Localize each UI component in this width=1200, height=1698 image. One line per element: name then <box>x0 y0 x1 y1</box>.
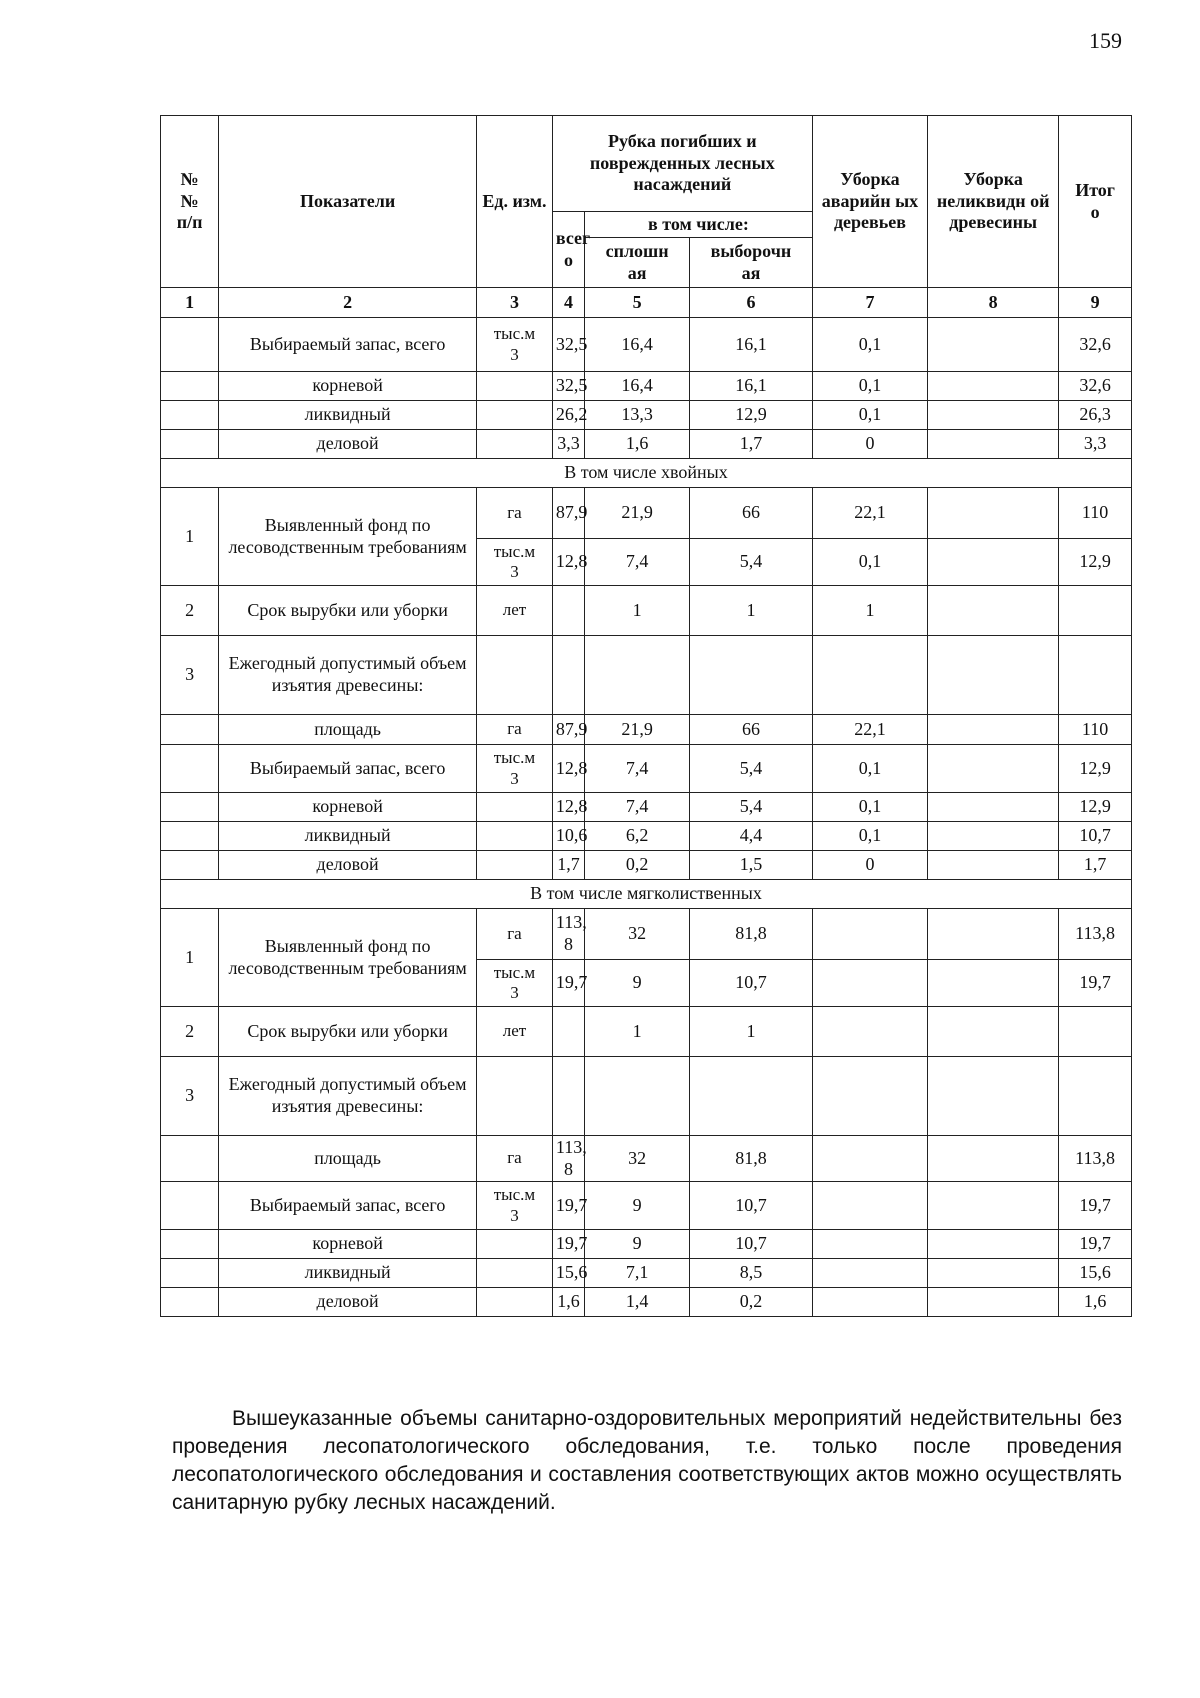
header-emergency: Уборка аварийн ых деревьев <box>812 116 927 288</box>
section-title: В том числе хвойных <box>161 459 1132 488</box>
indicator-label: корневой <box>219 372 477 401</box>
value-cell <box>585 1057 690 1136</box>
indicator-label: ликвидный <box>219 1259 477 1288</box>
value-cell: 3,3 <box>552 430 584 459</box>
indicator-label: Выбираемый запас, всего <box>219 745 477 793</box>
value-cell <box>928 636 1059 715</box>
unit-cell: тыс.м 3 <box>477 318 553 372</box>
value-cell: 113,8 <box>1059 909 1132 960</box>
value-cell <box>928 793 1059 822</box>
value-cell: 15,6 <box>1059 1259 1132 1288</box>
value-cell <box>812 1288 927 1317</box>
value-cell: 3,3 <box>1059 430 1132 459</box>
value-cell: 16,1 <box>690 372 813 401</box>
row-number <box>161 401 219 430</box>
header-result: Итог о <box>1059 116 1132 288</box>
value-cell: 81,8 <box>690 1136 813 1182</box>
unit-cell <box>477 636 553 715</box>
table-row <box>161 430 1132 459</box>
value-cell: 22,1 <box>812 715 927 745</box>
unit-cell: тыс.м 3 <box>477 960 553 1007</box>
value-cell <box>585 636 690 715</box>
table-row <box>161 636 1132 715</box>
value-cell: 1,5 <box>690 851 813 880</box>
value-cell <box>928 1136 1059 1182</box>
value-cell: 5,4 <box>690 539 813 586</box>
value-cell: 26,3 <box>1059 401 1132 430</box>
indicator-label: корневой <box>219 793 477 822</box>
value-cell: 113, 8 <box>552 1136 584 1182</box>
value-cell <box>812 909 927 960</box>
table-row <box>161 851 1132 880</box>
indicator-label: Выбираемый запас, всего <box>219 318 477 372</box>
row-number: 1 <box>161 488 219 586</box>
value-cell <box>928 909 1059 960</box>
value-cell <box>552 636 584 715</box>
value-cell: 0,1 <box>812 318 927 372</box>
col-number: 2 <box>219 288 477 318</box>
value-cell: 19,7 <box>552 1182 584 1230</box>
header-illiquid: Уборка неликвидн ой древесины <box>928 116 1059 288</box>
unit-cell: га <box>477 1136 553 1182</box>
row-number: 2 <box>161 586 219 636</box>
col-number: 7 <box>812 288 927 318</box>
note-text: Вышеуказанные объемы санитарно-оздоровительных мероприятий недействительны без проведения лесопатологического обследования, т.е. только после проведения лесопатологического обследования и составления соответствующих актов можно осуществлять санитарную рубку лесных насаждений. <box>172 1407 1122 1514</box>
value-cell: 1,6 <box>552 1288 584 1317</box>
indicator-label: площадь <box>219 1136 477 1182</box>
table-row <box>161 793 1132 822</box>
value-cell: 5,4 <box>690 793 813 822</box>
value-cell <box>812 960 927 1007</box>
table-row <box>161 1182 1132 1230</box>
row-number: 2 <box>161 1007 219 1057</box>
value-cell <box>552 1007 584 1057</box>
value-cell <box>928 745 1059 793</box>
value-cell: 5,4 <box>690 745 813 793</box>
value-cell <box>812 1057 927 1136</box>
value-cell: 113,8 <box>1059 1136 1132 1182</box>
table-row <box>161 459 1132 488</box>
value-cell: 1,4 <box>585 1288 690 1317</box>
value-cell: 1,7 <box>690 430 813 459</box>
row-number <box>161 372 219 401</box>
unit-cell: тыс.м 3 <box>477 745 553 793</box>
value-cell: 15,6 <box>552 1259 584 1288</box>
value-cell: 19,7 <box>1059 1230 1132 1259</box>
value-cell: 7,4 <box>585 539 690 586</box>
unit-cell <box>477 1288 553 1317</box>
value-cell <box>928 401 1059 430</box>
unit-cell <box>477 1259 553 1288</box>
page-number: 159 <box>1089 28 1122 53</box>
value-cell <box>690 1057 813 1136</box>
value-cell: 32 <box>585 909 690 960</box>
value-cell: 7,4 <box>585 793 690 822</box>
row-number: 3 <box>161 636 219 715</box>
value-cell: 1 <box>690 586 813 636</box>
value-cell: 19,7 <box>1059 1182 1132 1230</box>
row-number <box>161 1136 219 1182</box>
value-cell: 1,7 <box>1059 851 1132 880</box>
value-cell: 32,6 <box>1059 318 1132 372</box>
value-cell: 19,7 <box>552 960 584 1007</box>
value-cell: 32,5 <box>552 372 584 401</box>
value-cell: 26,2 <box>552 401 584 430</box>
unit-cell: тыс.м 3 <box>477 1182 553 1230</box>
row-number <box>161 1288 219 1317</box>
row-number <box>161 745 219 793</box>
value-cell: 19,7 <box>552 1230 584 1259</box>
table-row <box>161 909 1132 960</box>
row-number <box>161 430 219 459</box>
row-number: 1 <box>161 909 219 1007</box>
col-number: 6 <box>690 288 813 318</box>
col-number: 8 <box>928 288 1059 318</box>
unit-cell <box>477 793 553 822</box>
header-including: в том числе: <box>585 212 813 238</box>
value-cell: 1 <box>585 586 690 636</box>
value-cell: 1 <box>812 586 927 636</box>
value-cell: 10,7 <box>690 1182 813 1230</box>
value-cell <box>812 1182 927 1230</box>
value-cell <box>928 539 1059 586</box>
header-clear: сплошн ая <box>585 238 690 288</box>
value-cell <box>552 586 584 636</box>
unit-cell: га <box>477 488 553 539</box>
value-cell: 13,3 <box>585 401 690 430</box>
value-cell: 10,7 <box>690 1230 813 1259</box>
value-cell <box>812 1259 927 1288</box>
value-cell: 9 <box>585 960 690 1007</box>
value-cell: 0,1 <box>812 822 927 851</box>
row-number <box>161 1230 219 1259</box>
col-number: 9 <box>1059 288 1132 318</box>
value-cell: 9 <box>585 1230 690 1259</box>
unit-cell <box>477 1057 553 1136</box>
value-cell: 0,1 <box>812 793 927 822</box>
unit-cell <box>477 822 553 851</box>
unit-cell <box>477 372 553 401</box>
row-number <box>161 793 219 822</box>
table-row <box>161 745 1132 793</box>
value-cell: 10,7 <box>1059 822 1132 851</box>
unit-cell <box>477 1230 553 1259</box>
value-cell <box>928 488 1059 539</box>
row-number <box>161 715 219 745</box>
value-cell: 87,9 <box>552 488 584 539</box>
indicator-label: деловой <box>219 851 477 880</box>
value-cell <box>1059 586 1132 636</box>
table-row <box>161 1007 1132 1057</box>
value-cell: 0 <box>812 430 927 459</box>
table-row <box>161 1136 1132 1182</box>
value-cell <box>928 822 1059 851</box>
value-cell: 0,2 <box>585 851 690 880</box>
table-body <box>161 318 1132 1317</box>
indicator-label: Срок вырубки или уборки <box>219 586 477 636</box>
table-row <box>161 586 1132 636</box>
value-cell: 66 <box>690 488 813 539</box>
row-number <box>161 822 219 851</box>
table-row <box>161 1288 1132 1317</box>
value-cell: 113, 8 <box>552 909 584 960</box>
value-cell: 22,1 <box>812 488 927 539</box>
value-cell: 8,5 <box>690 1259 813 1288</box>
value-cell: 87,9 <box>552 715 584 745</box>
header-indicators: Показатели <box>219 116 477 288</box>
value-cell: 0,1 <box>812 539 927 586</box>
value-cell: 16,4 <box>585 372 690 401</box>
unit-cell: лет <box>477 1007 553 1057</box>
table-row <box>161 318 1132 372</box>
col-number: 1 <box>161 288 219 318</box>
value-cell <box>1059 1057 1132 1136</box>
value-cell: 12,9 <box>1059 539 1132 586</box>
unit-cell <box>477 851 553 880</box>
unit-cell: га <box>477 909 553 960</box>
value-cell: 7,4 <box>585 745 690 793</box>
value-cell: 7,1 <box>585 1259 690 1288</box>
value-cell <box>928 851 1059 880</box>
table-row <box>161 1259 1132 1288</box>
value-cell <box>552 1057 584 1136</box>
header-num: № № п/п <box>161 116 219 288</box>
value-cell: 12,8 <box>552 793 584 822</box>
value-cell <box>928 1182 1059 1230</box>
value-cell: 16,4 <box>585 318 690 372</box>
value-cell: 6,2 <box>585 822 690 851</box>
value-cell: 110 <box>1059 488 1132 539</box>
value-cell: 4,4 <box>690 822 813 851</box>
col-number: 3 <box>477 288 553 318</box>
value-cell: 1 <box>690 1007 813 1057</box>
table-row <box>161 401 1132 430</box>
value-cell: 1,6 <box>1059 1288 1132 1317</box>
table-row <box>161 1230 1132 1259</box>
table-row <box>161 880 1132 909</box>
header-felling-group: Рубка погибших и поврежденных лесных насаждений <box>552 116 812 212</box>
row-number <box>161 1259 219 1288</box>
header-unit: Ед. изм. <box>477 116 553 288</box>
value-cell: 12,9 <box>1059 793 1132 822</box>
value-cell <box>928 1259 1059 1288</box>
table-row <box>161 715 1132 745</box>
value-cell <box>812 1007 927 1057</box>
unit-cell <box>477 401 553 430</box>
value-cell <box>1059 1007 1132 1057</box>
indicator-label: деловой <box>219 430 477 459</box>
indicator-label: площадь <box>219 715 477 745</box>
value-cell: 12,8 <box>552 539 584 586</box>
value-cell: 0,1 <box>812 401 927 430</box>
table-row <box>161 372 1132 401</box>
column-numbers-row <box>161 288 1132 318</box>
value-cell <box>928 1007 1059 1057</box>
value-cell: 12,8 <box>552 745 584 793</box>
indicator-label: Выявленный фонд по лесоводственным требованиям <box>219 909 477 1007</box>
value-cell <box>928 1230 1059 1259</box>
unit-cell: лет <box>477 586 553 636</box>
indicator-label: Ежегодный допустимый объем изъятия древесины: <box>219 1057 477 1136</box>
value-cell: 0,1 <box>812 745 927 793</box>
value-cell: 0 <box>812 851 927 880</box>
value-cell <box>928 960 1059 1007</box>
value-cell <box>812 1230 927 1259</box>
indicator-label: Срок вырубки или уборки <box>219 1007 477 1057</box>
value-cell: 21,9 <box>585 715 690 745</box>
value-cell: 32 <box>585 1136 690 1182</box>
value-cell <box>690 636 813 715</box>
note-paragraph <box>172 1405 1122 1517</box>
indicator-label: ликвидный <box>219 822 477 851</box>
value-cell <box>928 430 1059 459</box>
value-cell: 12,9 <box>1059 745 1132 793</box>
value-cell <box>928 715 1059 745</box>
value-cell: 81,8 <box>690 909 813 960</box>
value-cell: 32,6 <box>1059 372 1132 401</box>
indicator-label: корневой <box>219 1230 477 1259</box>
value-cell: 16,1 <box>690 318 813 372</box>
row-number <box>161 851 219 880</box>
col-number: 5 <box>585 288 690 318</box>
indicator-label: Выявленный фонд по лесоводственным требованиям <box>219 488 477 586</box>
row-number: 3 <box>161 1057 219 1136</box>
value-cell: 10,6 <box>552 822 584 851</box>
indicator-label: Ежегодный допустимый объем изъятия древесины: <box>219 636 477 715</box>
value-cell <box>928 1288 1059 1317</box>
value-cell <box>812 636 927 715</box>
value-cell: 66 <box>690 715 813 745</box>
value-cell: 9 <box>585 1182 690 1230</box>
value-cell: 0,1 <box>812 372 927 401</box>
value-cell: 32,5 <box>552 318 584 372</box>
header-total: всег о <box>552 212 584 288</box>
col-number: 4 <box>552 288 584 318</box>
value-cell: 0,2 <box>690 1288 813 1317</box>
value-cell <box>1059 636 1132 715</box>
value-cell: 21,9 <box>585 488 690 539</box>
indicator-label: деловой <box>219 1288 477 1317</box>
section-title: В том числе мягколиственных <box>161 880 1132 909</box>
value-cell: 1 <box>585 1007 690 1057</box>
value-cell: 1,7 <box>552 851 584 880</box>
value-cell <box>928 318 1059 372</box>
indicator-label: Выбираемый запас, всего <box>219 1182 477 1230</box>
value-cell <box>928 372 1059 401</box>
table-row <box>161 488 1132 539</box>
value-cell <box>812 1136 927 1182</box>
unit-cell: га <box>477 715 553 745</box>
value-cell: 10,7 <box>690 960 813 1007</box>
value-cell: 110 <box>1059 715 1132 745</box>
value-cell: 1,6 <box>585 430 690 459</box>
indicator-label: ликвидный <box>219 401 477 430</box>
value-cell <box>928 586 1059 636</box>
unit-cell: тыс.м 3 <box>477 539 553 586</box>
value-cell <box>928 1057 1059 1136</box>
table-row <box>161 822 1132 851</box>
row-number <box>161 318 219 372</box>
header-selective: выборочн ая <box>690 238 813 288</box>
table-header <box>161 116 1132 318</box>
row-number <box>161 1182 219 1230</box>
forestry-table <box>160 115 1132 1317</box>
table-row <box>161 1057 1132 1136</box>
value-cell: 12,9 <box>690 401 813 430</box>
unit-cell <box>477 430 553 459</box>
value-cell: 19,7 <box>1059 960 1132 1007</box>
